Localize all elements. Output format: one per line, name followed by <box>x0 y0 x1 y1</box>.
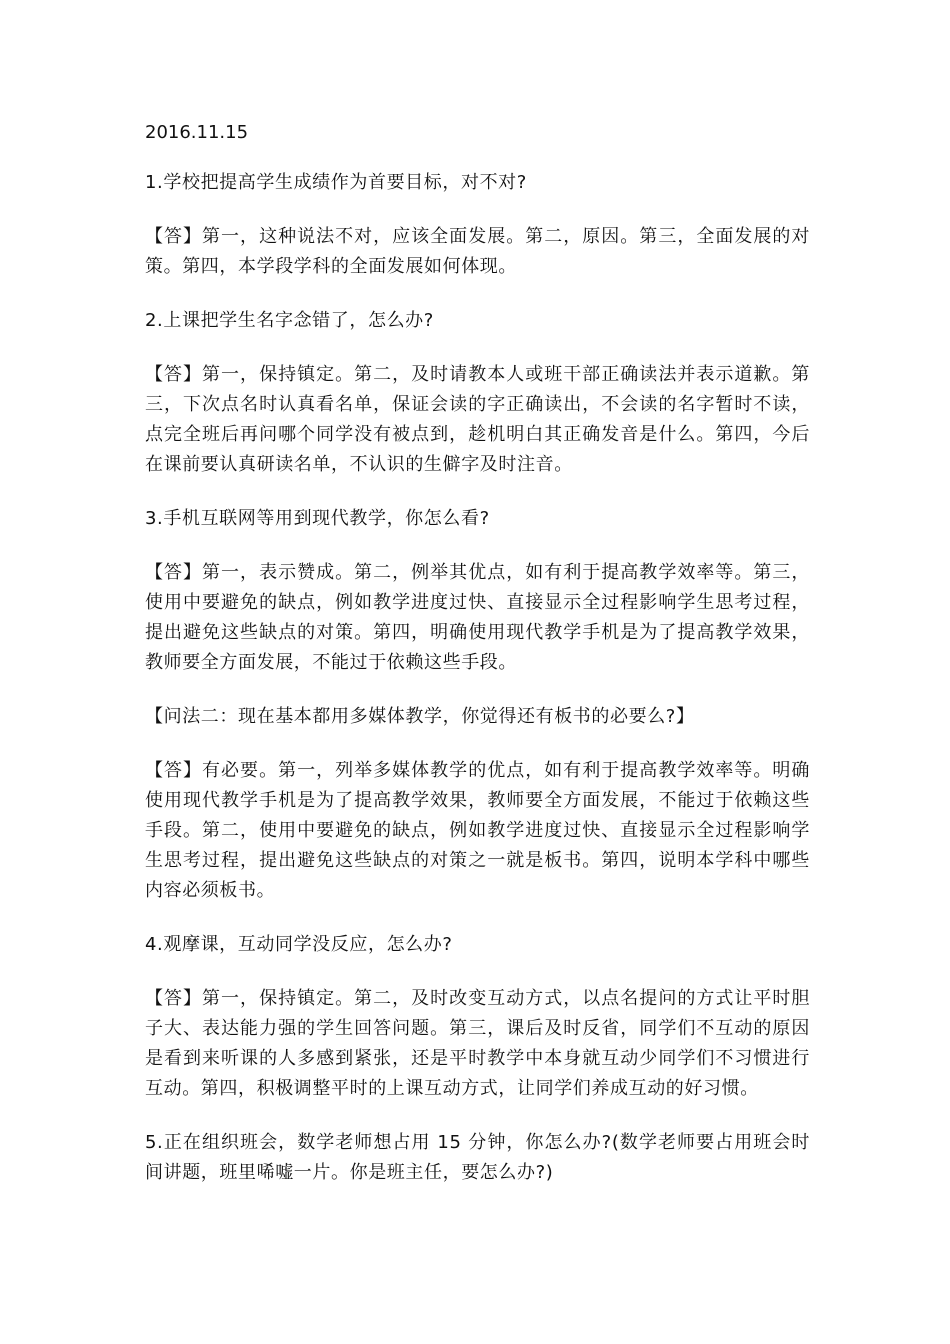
answer-1: 【答】第一，这种说法不对，应该全面发展。第二，原因。第三，全面发展的对策。第四，本学段学科的全面发展如何体现。 <box>145 226 810 277</box>
question-2: 2.上课把学生名字念错了，怎么办? <box>145 310 434 331</box>
document-date: 2016.11.15 <box>145 122 249 143</box>
answer-3-variant: 【答】有必要。第一，列举多媒体教学的优点，如有利于提高教学效率等。明确使用现代教学手机是为了提高教学效果，教师要全方面发展，不能过于依赖这些手段。第二，使用中要避免的缺点，例如教学进度过快、直接显示全过程影响学生思考过程，提出避免这些缺点的对策之一就是板书。第四，说明本学科中哪些内容必须板书。 <box>145 760 810 901</box>
answer-3: 【答】第一，表示赞成。第二，例举其优点，如有利于提高教学效率等。第三，使用中要避免的缺点，例如教学进度过快、直接显示全过程影响学生思考过程，提出避免这些缺点的对策。第四，明确使用现代教学手机是为了提高教学效果，教师要全方面发展，不能过于依赖这些手段。 <box>145 562 810 673</box>
question-3: 3.手机互联网等用到现代教学，你怎么看? <box>145 508 490 529</box>
question-5: 5.正在组织班会，数学老师想占用 15 分钟，你怎么办?(数学老师要占用班会时间讲题，班里唏嘘一片。你是班主任，要怎么办?) <box>145 1132 810 1183</box>
document-body <box>145 118 810 1212</box>
question-3-variant: 【问法二：现在基本都用多媒体教学，你觉得还有板书的必要么?】 <box>145 706 695 727</box>
question-1: 1.学校把提高学生成绩作为首要目标，对不对? <box>145 172 527 193</box>
answer-4: 【答】第一，保持镇定。第二，及时改变互动方式，以点名提问的方式让平时胆子大、表达能力强的学生回答问题。第三，课后及时反省，同学们不互动的原因是看到来听课的人多感到紧张，还是平时教学中本身就互动少同学们不习惯进行互动。第四，积极调整平时的上课互动方式，让同学们养成互动的好习惯。 <box>145 988 810 1099</box>
question-4: 4.观摩课，互动同学没反应，怎么办? <box>145 934 453 955</box>
answer-2: 【答】第一，保持镇定。第二，及时请教本人或班干部正确读法并表示道歉。第三，下次点名时认真看名单，保证会读的字正确读出，不会读的名字暂时不读，点完全班后再问哪个同学没有被点到，趁机明白其正确发音是什么。第四，今后在课前要认真研读名单，不认识的生僻字及时注音。 <box>145 364 810 475</box>
